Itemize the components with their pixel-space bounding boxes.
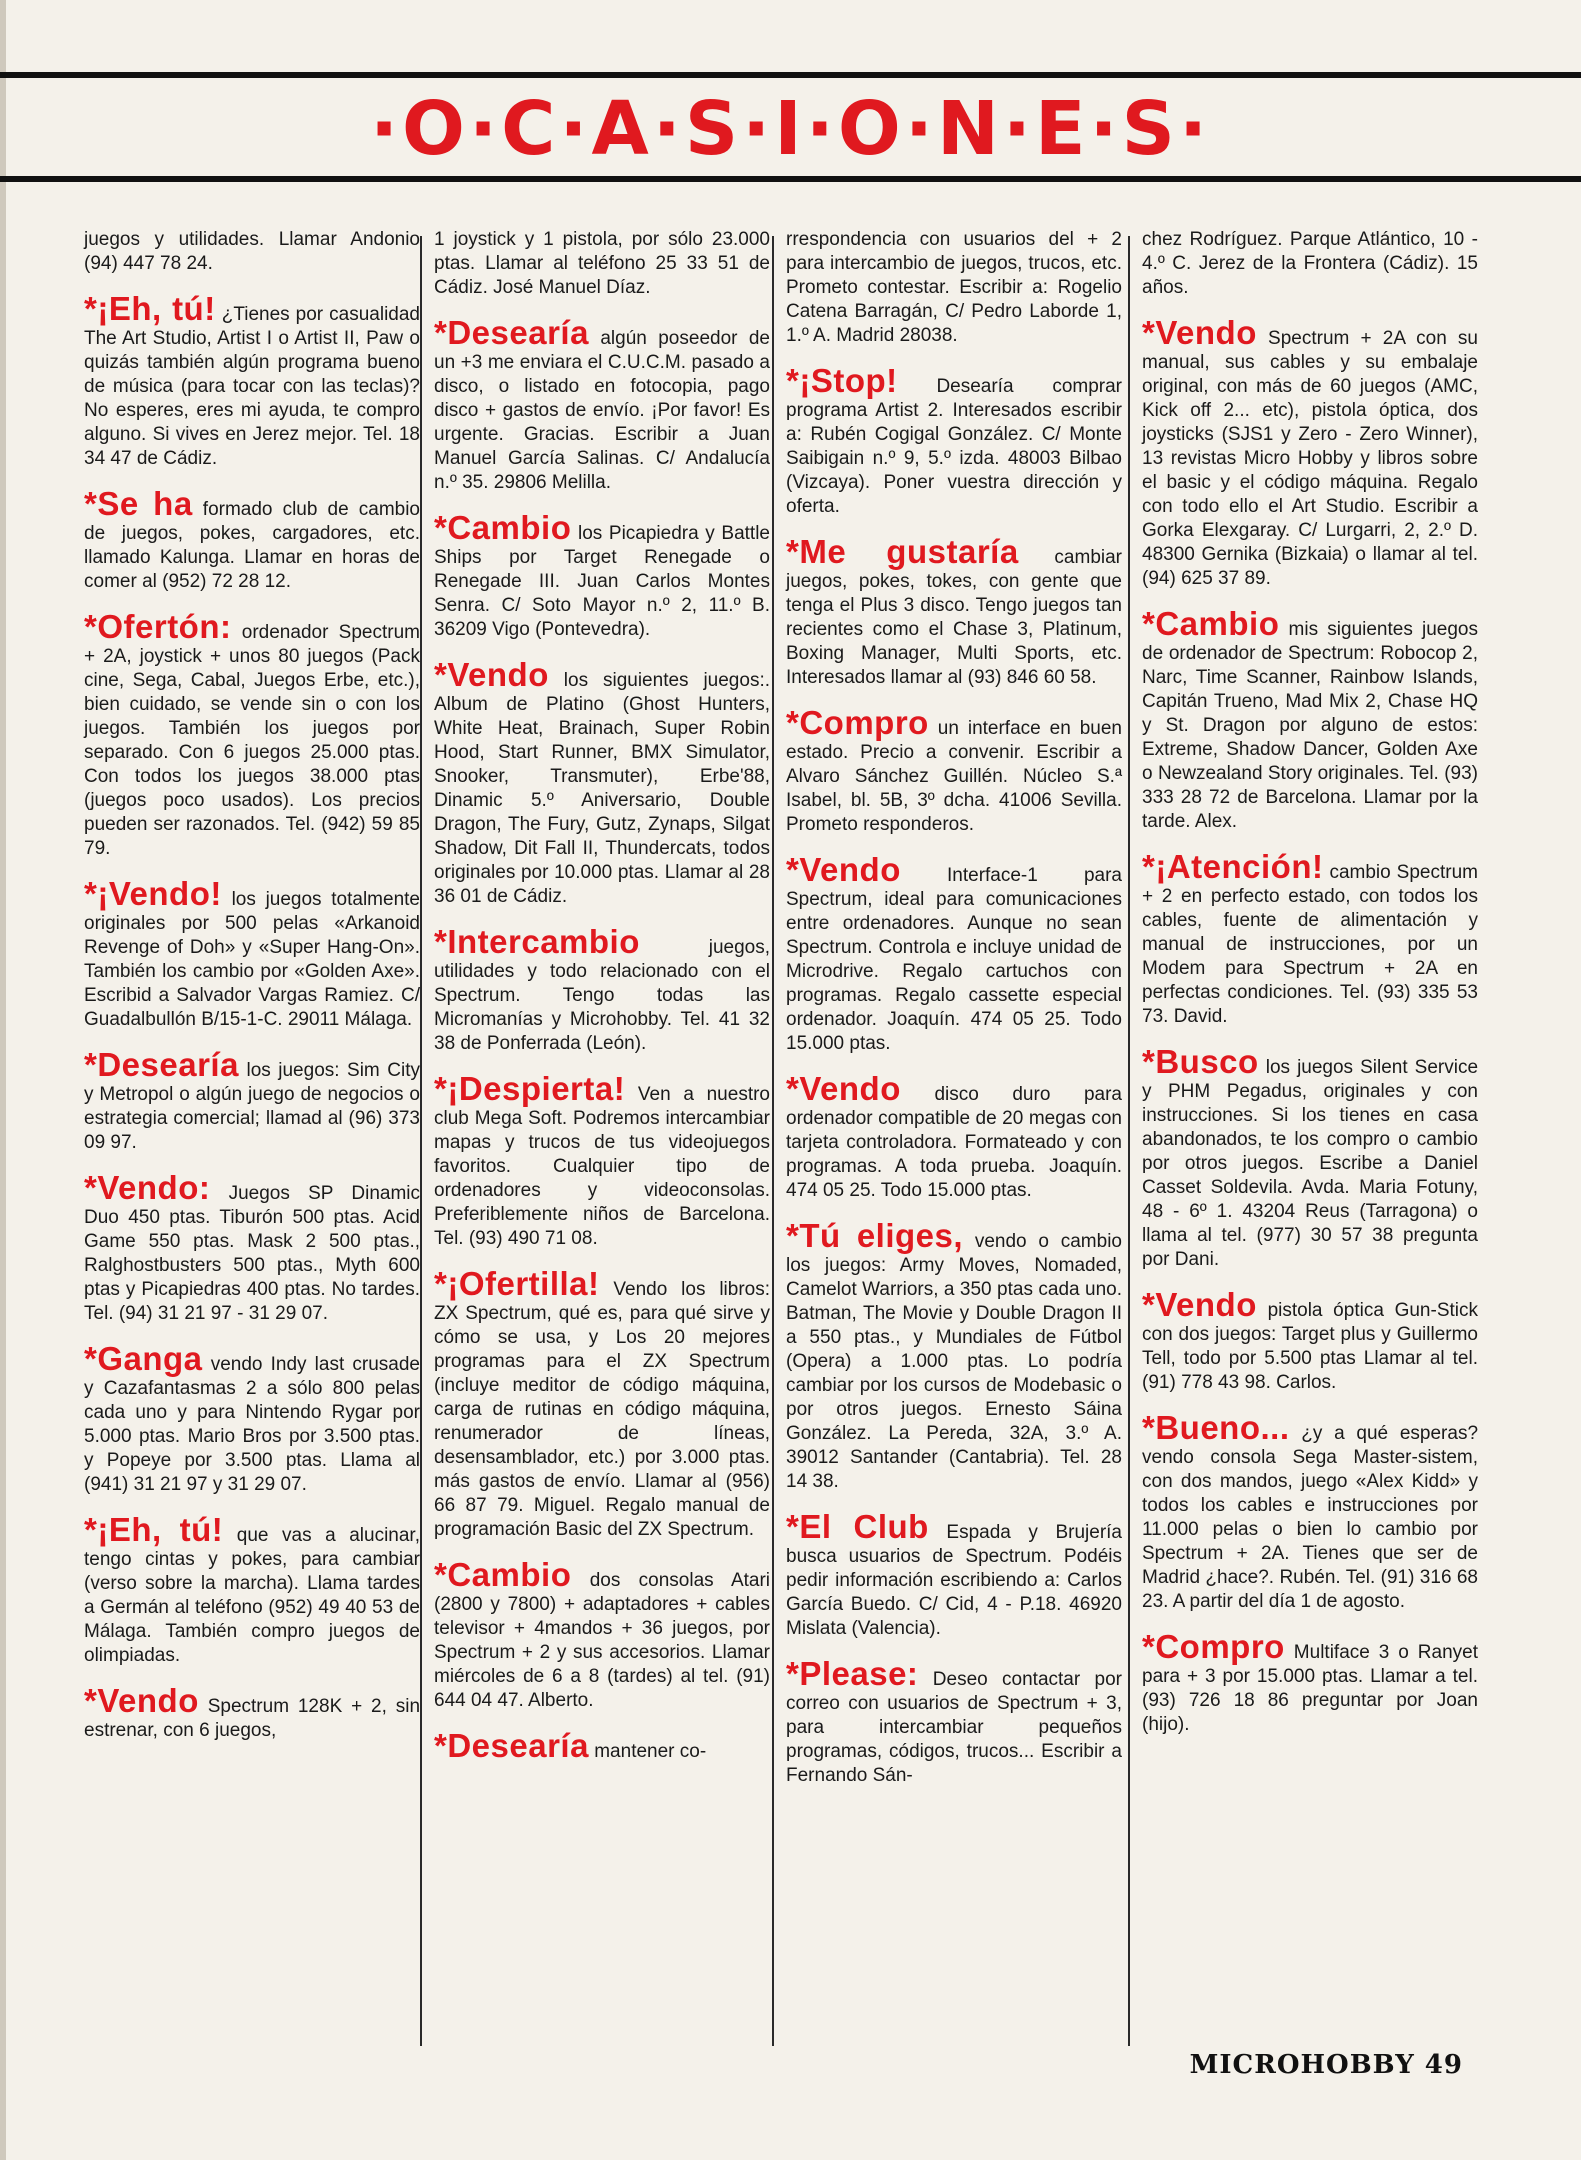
ad-heading: *Compro: [786, 704, 929, 741]
ad-heading: *Vendo:: [84, 1169, 211, 1206]
classified-ad: [84, 877, 420, 1032]
ad-text: Multiface 3 o Ranyet para + 3 por 15.000 ptas. Llamar a tel. (93) 726 18 86 preguntar por Joan (hijo).: [1142, 1642, 1478, 1735]
classified-ad: [786, 535, 1122, 690]
ad-text: ordenador Spectrum + 2A, joystick + unos 80 juegos (Pack cine, Sega, Cabal, Juegos Erbe, etc.), bien cuidado, se vende sin o con los juegos. También los juegos por separado. Con 6 juegos 25.000 ptas. Con todos los juegos 38.000 ptas (juegos poco usados). Los precios pueden ser razonados. Tel. (942) 59 85 79.: [84, 622, 420, 859]
classified-ad: [84, 1684, 420, 1743]
ad-heading: *Cambio: [1142, 605, 1280, 642]
ad-heading: *Vendo: [786, 851, 901, 888]
ad-text: vendo o cambio los juegos: Army Moves, Nomaded, Camelot Warriors, a 350 ptas cada uno. Batman, The Movie y Double Dragon II a 550 ptas., y Mundiales de Fútbol (Opera) a 1.000 ptas. Lo podría cambiar por los cursos de Modebasic o por otros juegos. Ernesto Sáina González. La Pereda, 32A, 3.º A. 39012 Santander (Cantabria). Tel. 28 14 38.: [786, 1231, 1122, 1492]
classified-ad: [1142, 1288, 1478, 1395]
ad-heading: *Me gustaría: [786, 533, 1019, 570]
ad-text: rrespondencia con usuarios del + 2 para intercambio de juegos, trucos, etc. Prometo contestar. Escribir a: Rogelio Catena Barragán, C/ Pedro Laborde 1, 1.º A. Madrid 28038.: [786, 229, 1122, 346]
classified-ad: [434, 1267, 770, 1542]
ad-text: juegos y utilidades. Llamar Andonio (94) 447 78 24.: [84, 229, 420, 274]
ad-text: Deseo contactar por correo con usuarios de Spectrum + 3, para intercambiar pequeños programas, códigos, trucos... Escribir a Fernando Sán-: [786, 1669, 1122, 1786]
classified-ad: [1142, 316, 1478, 591]
classified-ad: [1142, 1045, 1478, 1272]
column-1: [84, 228, 420, 1759]
classified-ad: [434, 925, 770, 1056]
ad-text: formado club de cambio de juegos, pokes, cargadores, etc. llamado Kalunga. Llamar en horas de comer al (952) 72 28 12.: [84, 499, 420, 592]
ad-text: juegos, utilidades y todo relacionado con el Spectrum. Tengo todas las Micromanías y Microhobby. Tel. 41 32 38 de Ponferrada (León).: [434, 937, 770, 1054]
classified-ad: [84, 610, 420, 861]
ad-heading: *¡Ofertilla!: [434, 1265, 600, 1302]
ad-heading: *¡Despierta!: [434, 1070, 626, 1107]
ad-text: un interface en buen estado. Precio a convenir. Escribir a Alvaro Sánchez Guillén. Núcleo S.ª Isabel, bl. 5B, 3º dcha. 41006 Sevilla. Prometo responderos.: [786, 718, 1122, 835]
classified-ad: [84, 487, 420, 594]
ad-text: ¿Tienes por casualidad The Art Studio, Artist I o Artist II, Paw o quizás también algún programa bueno de música (para tocar con las teclas)? No esperes, eres mi ayuda, te compro alguno. Si vives en Jerez mejor. Tel. 18 34 47 de Cádiz.: [84, 304, 420, 469]
ad-heading: *¡Atención!: [1142, 848, 1324, 885]
ad-heading: *Busco: [1142, 1043, 1259, 1080]
ad-heading: *Vendo: [84, 1682, 199, 1719]
ad-text: Desearía comprar programa Artist 2. Interesados escribir a: Rubén Cogigal González. C/ Monte Saibigain n.º 9, 5.º izda. 48003 Bilbao (Vizcaya). Poner vuestra dirección y oferta.: [786, 376, 1123, 517]
ad-heading: *Desearía: [434, 314, 589, 351]
classified-ad: [786, 706, 1122, 837]
classified-ad: [434, 511, 770, 642]
classified-ad: [434, 1558, 770, 1713]
classified-ad: [434, 228, 770, 300]
classified-ad: [786, 1657, 1122, 1788]
classified-ad: [1142, 228, 1478, 300]
classified-ad: [434, 1729, 770, 1764]
ad-heading: *Vendo: [1142, 314, 1257, 351]
page-gutter: [0, 0, 6, 2160]
ad-heading: *Tú eliges,: [786, 1217, 964, 1254]
ad-text: algún poseedor de un +3 me enviara el C.U.C.M. pasado a disco, o listado en fotocopia, pago disco + gastos de envío. ¡Por favor! Es urgente. Gracias. Escribir a Juan Manuel García Salinas. C/ Andalucía n.º 35. 29806 Melilla.: [434, 328, 770, 493]
ad-text: mantener co-: [594, 1741, 707, 1762]
ad-text: disco duro para ordenador compatible de 20 megas con tarjeta controladora. Formateado y con programas. A toda prueba. Joaquín. 474 05 25. Todo 15.000 ptas.: [786, 1084, 1122, 1201]
ad-heading: *El Club: [786, 1508, 929, 1545]
classified-ad: [1142, 1630, 1478, 1737]
ad-heading: *Ofertón:: [84, 608, 232, 645]
ad-heading: *Please:: [786, 1655, 919, 1692]
classified-ad: [434, 316, 770, 495]
ad-text: pistola óptica Gun-Stick con dos juegos: Target plus y Guillermo Tell, todo por 5.500 ptas Llamar al tel. (91) 778 43 98. Carlos.: [1142, 1300, 1478, 1393]
ad-text: que vas a alucinar, tengo cintas y pokes, para cambiar (verso sobre la marcha). Llama tardes a Germán al teléfono (952) 49 40 53 de Málaga. También compro juegos de olimpiadas.: [84, 1525, 420, 1666]
header-rule-top: [0, 72, 1581, 78]
classified-ad: [84, 1513, 420, 1668]
ad-text: 1 joystick y 1 pistola, por sólo 23.000 ptas. Llamar al teléfono 25 33 51 de Cádiz. José Manuel Díaz.: [434, 229, 770, 298]
ad-heading: *Vendo: [1142, 1286, 1257, 1323]
ad-text: los juegos: Sim City y Metropol o algún juego de negocios o estrategia comercial; llamad al (96) 373 09 97.: [84, 1060, 420, 1153]
column-3: [786, 228, 1122, 1804]
classified-ad: [786, 853, 1122, 1056]
classified-ad: [1142, 1411, 1478, 1614]
ad-heading: *Vendo: [786, 1070, 901, 1107]
ad-text: dos consolas Atari (2800 y 7800) + adaptadores + cables televisor + 4mandos + 36 juegos, por Spectrum + 2 y sus accesorios. Llamar miércoles de 6 a 8 (tardes) al tel. (91) 644 04 47. Alberto.: [434, 1570, 771, 1711]
ad-heading: *Desearía: [434, 1727, 589, 1764]
ad-heading: *Ganga: [84, 1340, 203, 1377]
ad-text: los juegos Silent Service y PHM Pegadus, originales y con instrucciones. Si los tienes en casa abandonados, te los compro o cambio por otros juegos. Escribe a Daniel Casset Soldevila. Avda. Maria Fotuny, 48 - 6º 1. 43204 Reus (Tarragona) o llama al tel. (977) 30 57 38 pregunta por Dani.: [1142, 1057, 1479, 1270]
column-4: [1142, 228, 1478, 1753]
page-footer: MICROHOBBY 49: [1189, 2050, 1463, 2080]
ad-heading: *Cambio: [434, 1556, 572, 1593]
ad-text: Interface-1 para Spectrum, ideal para comunicaciones entre ordenadores. Aunque no sean Spectrum. Controla e incluye unidad de Microdrive. Regalo cartuchos con programas. Regalo cassette especial ordenador. Joaquín. 474 05 25. Todo 15.000 ptas.: [786, 865, 1122, 1054]
ad-heading: *Intercambio: [434, 923, 640, 960]
ad-heading: *Compro: [1142, 1628, 1285, 1665]
classified-ad: [786, 364, 1122, 519]
classified-ad: [786, 228, 1122, 348]
ad-heading: *Cambio: [434, 509, 572, 546]
ad-text: Espada y Brujería busca usuarios de Spectrum. Podéis pedir información escribiendo a: Carlos García Buedo. C/ Cid, 4 - P.18. 46920 Mislata (Valencia).: [786, 1522, 1123, 1639]
column-2: [434, 228, 770, 1780]
classified-ad: [786, 1072, 1122, 1203]
ad-heading: *Bueno...: [1142, 1409, 1290, 1446]
ad-text: ¿y a qué esperas? vendo consola Sega Master-sistem, con dos mandos, juego «Alex Kidd» y todos los cables e instrucciones por 11.000 pelas o bien lo cambio por Spectrum + 2A. Tienes que ser de Madrid ¿hace?. Rubén. Tel. (91) 316 68 23. A partir del día 1 de agosto.: [1142, 1423, 1479, 1612]
ad-heading: *Se ha: [84, 485, 193, 522]
classified-ad: [84, 292, 420, 471]
ad-text: Vendo los libros: ZX Spectrum, qué es, para qué sirve y cómo se usa, y Los 20 mejores programas para el ZX Spectrum (incluye meditor de código máquina, carga de rutinas en código máquina, renumerador de líneas, desensamblador, etc.) por 3.000 ptas. más gastos de envío. Llamar al (956) 66 87 79. Miguel. Regalo manual de programación Basic del ZX Spectrum.: [434, 1279, 771, 1540]
ad-text: Spectrum 128K + 2, sin estrenar, con 6 juegos,: [84, 1696, 421, 1741]
classified-ad: [786, 1510, 1122, 1641]
ad-text: Ven a nuestro club Mega Soft. Podremos intercambiar mapas y trucos de tus videojuegos favoritos. Cualquier tipo de ordenadores y videoconsolas. Preferiblemente niños de Barcelona. Tel. (93) 490 71 08.: [434, 1084, 770, 1249]
classified-ad: [84, 1342, 420, 1497]
classified-ad: [1142, 850, 1478, 1029]
ad-text: Spectrum + 2A con su manual, sus cables y su embalaje original, con más de 60 juegos (AMC, Kick off 2... etc), pistola óptica, dos joysticks (SJS1 y Zero - Zero Winner), 13 revistas Micro Hobby y libros sobre el basic y el código máquina. Regalo con todo ello el Art Studio. Escribir a Gorka Elexgaray. C/ Lurgarri, 2, 2.º D. 48300 Gernika (Bizkaia) o llamar al tel. (94) 625 37 89.: [1142, 328, 1478, 589]
ad-heading: *¡Vendo!: [84, 875, 222, 912]
classified-ad: [84, 1171, 420, 1326]
ad-heading: *¡Eh, tú!: [84, 290, 216, 327]
ad-text: vendo Indy last crusade y Cazafantasmas 2 a sólo 800 pelas cada uno y para Nintendo Rygar por 5.000 ptas. Mario Bros por 3.500 ptas. y Popeye por 3.500 ptas. Llama al (941) 31 21 97 y 31 29 07.: [84, 1354, 420, 1495]
header-rule-bottom: [0, 176, 1581, 182]
classified-ad: [1142, 607, 1478, 834]
classified-ad: [84, 228, 420, 276]
ad-heading: *¡Eh, tú!: [84, 1511, 224, 1548]
ad-text: los siguientes juegos:. Album de Platino (Ghost Hunters, White Heat, Brainach, Super Robin Hood, Start Runner, BMX Simulator, Snooker, Transmuter), Erbe'88, Dinamic 5.º Aniversario, Double Dragon, The Fury, Gutz, Zynaps, Silgat Shadow, Dit Fall II, Thundercats, todos originales por 10.000 ptas. Llamar al 28 36 01 de Cádiz.: [434, 670, 770, 907]
section-title: ·O·C·A·S·I·O·N·E·S·: [369, 86, 1212, 172]
classified-ad: [84, 1048, 420, 1155]
ad-text: Juegos SP Dinamic Duo 450 ptas. Tiburón 500 ptas. Acid Game 550 ptas. Mask 2 500 ptas., Ralghostbusters 500 ptas., Myth 600 ptas y Picapiedras 400 ptas. No tardes. Tel. (94) 31 21 97 - 31 29 07.: [84, 1183, 420, 1324]
ad-text: mis siguientes juegos de ordenador de Spectrum: Robocop 2, Narc, Time Scanner, Rainbow Islands, Capitán Trueno, Mad Mix 2, Chase HQ y St. Dragon por alguno de estos: Extreme, Shadow Dancer, Golden Axe o Newzealand Story originales. Tel. (93) 333 28 72 de Barcelona. Llamar por la tarde. Alex.: [1142, 619, 1478, 832]
classified-ad: [434, 658, 770, 909]
ad-heading: *Vendo: [434, 656, 549, 693]
ad-heading: *Desearía: [84, 1046, 239, 1083]
ad-text: cambio Spectrum + 2 en perfecto estado, con todos los cables, fuente de alimentación y manual de instrucciones, por un Modem para Spectrum + 2A en perfectas condiciones. Tel. (93) 335 53 73. David.: [1142, 862, 1478, 1027]
ad-heading: *¡Stop!: [786, 362, 898, 399]
ad-text: los juegos totalmente originales por 500 pelas «Arkanoid Revenge of Doh» y «Super Hang-On». También los cambio por «Golden Axe». Escribid a Salvador Vargas Ramiez. C/ Guadalbullón B/15-1-C. 29011 Málaga.: [84, 889, 420, 1030]
column-divider: [1128, 236, 1130, 2046]
ad-text: chez Rodríguez. Parque Atlántico, 10 - 4.º C. Jerez de la Frontera (Cádiz). 15 años.: [1142, 229, 1478, 298]
classified-ad: [786, 1219, 1122, 1494]
column-divider: [420, 236, 422, 2046]
ad-text: cambiar juegos, pokes, tokes, con gente que tenga el Plus 3 disco. Tengo juegos tan recientes como el Chase 3, Platinum, Boxing Manager, Multi Sports, etc. Interesados llamar al (93) 846 60 58.: [786, 547, 1122, 688]
classified-ad: [434, 1072, 770, 1251]
column-divider: [772, 236, 774, 2046]
ad-text: los Picapiedra y Battle Ships por Target Renegade o Renegade III. Juan Carlos Montes Senra. C/ Soto Mayor n.º 2, 11.º B. 36209 Vigo (Pontevedra).: [434, 523, 770, 640]
